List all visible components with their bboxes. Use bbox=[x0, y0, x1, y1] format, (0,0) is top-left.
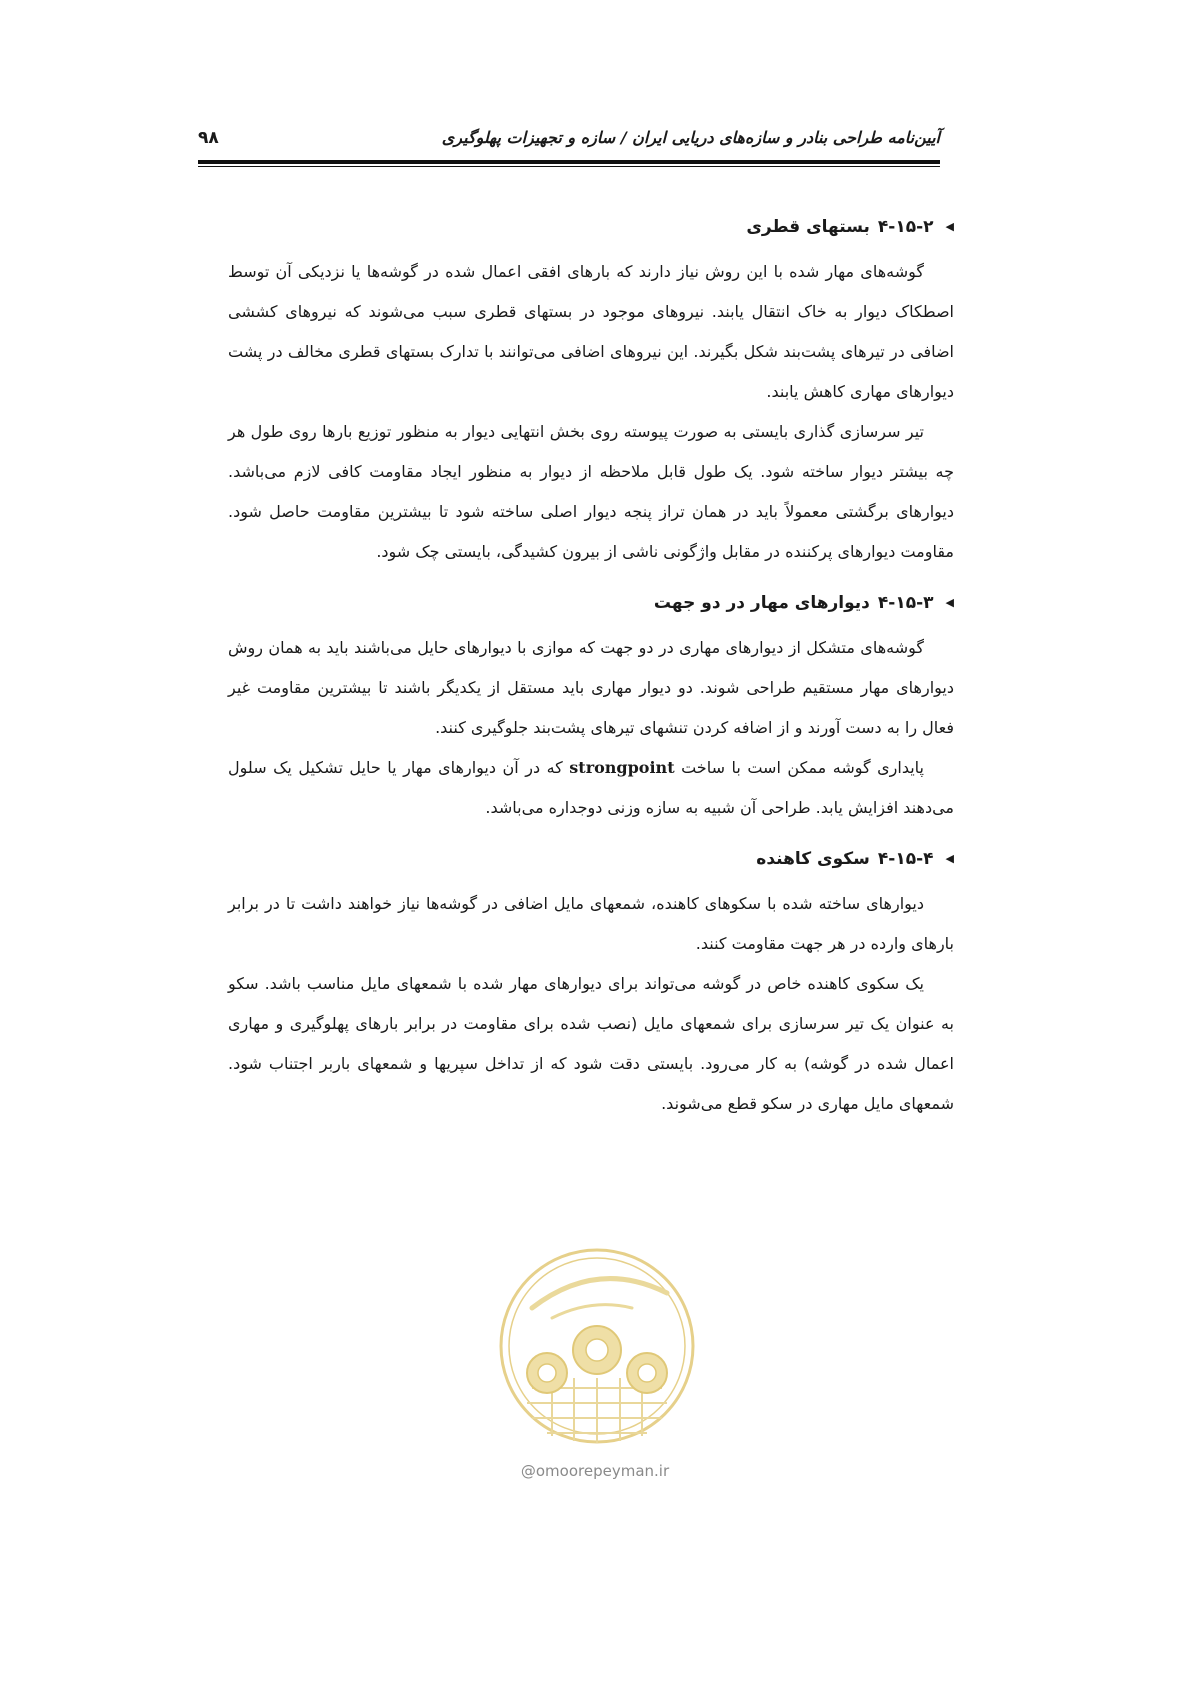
triangle-bullet-icon: ◀ bbox=[945, 852, 954, 865]
triangle-bullet-icon: ◀ bbox=[945, 596, 954, 609]
section-heading bbox=[228, 588, 954, 618]
paragraph-strongpoint bbox=[228, 748, 954, 828]
paragraph-text-after: که در آن دیوارهای مهار یا حایل تشکیل یک سلول می‌دهند افزایش یابد. طراحی آن شبیه به سازه وزنی دوجداره می‌باشد. bbox=[228, 758, 954, 817]
header-rule-thick bbox=[198, 160, 940, 164]
logo-url: @omoorepeyman.ir bbox=[520, 1462, 670, 1480]
paragraph: گوشه‌های متشکل از دیوارهای مهاری در دو جهت که موازی با دیوارهای حایل می‌باشند باید به همان روش دیوارهای مهار مستقیم طراحی شوند. دو دیوار مهاری باید مستقل از یکدیگر باشند تا بیشترین مقاومت غیر فعال را به دست آورند و از اضافه کردن تنشهای تیرهای پشت‌بند جلوگیری کنند. bbox=[228, 638, 954, 737]
section-diagonal-braces bbox=[228, 212, 954, 572]
strongpoint-term: strongpoint bbox=[569, 758, 675, 777]
header-rule-thin bbox=[198, 166, 940, 167]
section-heading bbox=[228, 844, 954, 874]
paragraph-text-before: پایداری گوشه ممکن است با ساخت bbox=[681, 758, 924, 777]
paragraph: دیوارهای ساخته شده با سکوهای کاهنده، شمعهای مایل اضافی در گوشه‌ها نیاز خواهند داشت تا در برابر بارهای وارده در هر جهت مقاومت کنند. bbox=[228, 894, 954, 953]
section-title: بستهای قطری bbox=[746, 217, 870, 237]
paragraph: تیر سرسازی گذاری بایستی به صورت پیوسته روی بخش انتهایی دیوار به منظور توزیع بارها روی طول هر چه بیشتر دیوار ساخته شود. یک طول قابل ملاحظه از دیوار به منظور ایجاد مقاومت کافی لازم می‌باشد. دیوارهای برگشتی معمولاً باید در همان تراز پنجه دیوار اصلی ساخته شود تا بیشترین مقاومت حاصل شود. مقاومت دیوارهای پرکننده در مقابل واژگونی ناشی از بیرون کشیدگی، بایستی چک شود. bbox=[228, 422, 954, 561]
section-number: ۴-۱۵-۴ bbox=[877, 849, 934, 869]
section-number: ۴-۱۵-۲ bbox=[877, 217, 934, 237]
section-title: دیوارهای مهار در دو جهت bbox=[653, 593, 870, 613]
paragraph: گوشه‌های مهار شده با این روش نیاز دارند که بارهای افقی اعمال شده در گوشه‌ها یا نزدیکی آن توسط اصطکاک دیوار به خاک انتقال یابند. نیروهای موجود در بستهای قطری سبب می‌شوند که نیروهای کششی اضافی در تیرهای پشت‌بند شکل بگیرند. این نیروهای اضافی می‌توانند با تدارک بستهای قطری مخالف در پشت دیوارهای مهاری کاهش یابند. bbox=[228, 262, 954, 401]
paragraph: یک سکوی کاهنده خاص در گوشه می‌تواند برای دیوارهای مهار شده با شمعهای مایل مناسب باشد. سکو به عنوان یک تیر سرسازی برای شمعهای مایل (نصب شده برای مقاومت در برابر بارهای پهلوگیری و مهاری اعمال شده در گوشه) به کار می‌رود. بایستی دقت شود که از تداخل سپریها و شمعهای باربر اجتناب شود. شمعهای مایل مهاری در سکو قطع می‌شوند. bbox=[228, 974, 954, 1113]
section-relieving-platform bbox=[228, 844, 954, 1124]
running-header bbox=[198, 126, 940, 162]
page-number: ۹۸ bbox=[198, 128, 219, 148]
omoorepeyman-logo-icon bbox=[492, 1238, 702, 1458]
section-heading bbox=[228, 212, 954, 242]
triangle-bullet-icon: ◀ bbox=[945, 220, 954, 233]
section-two-way-anchor-walls bbox=[228, 588, 954, 828]
page-body bbox=[228, 212, 954, 1140]
section-number: ۴-۱۵-۳ bbox=[877, 593, 934, 613]
section-title: سکوی کاهنده bbox=[756, 849, 870, 869]
header-title: آیین‌نامه طراحی بنادر و سازه‌های دریایی ایران / سازه و تجهیزات پهلوگیری bbox=[441, 128, 940, 147]
